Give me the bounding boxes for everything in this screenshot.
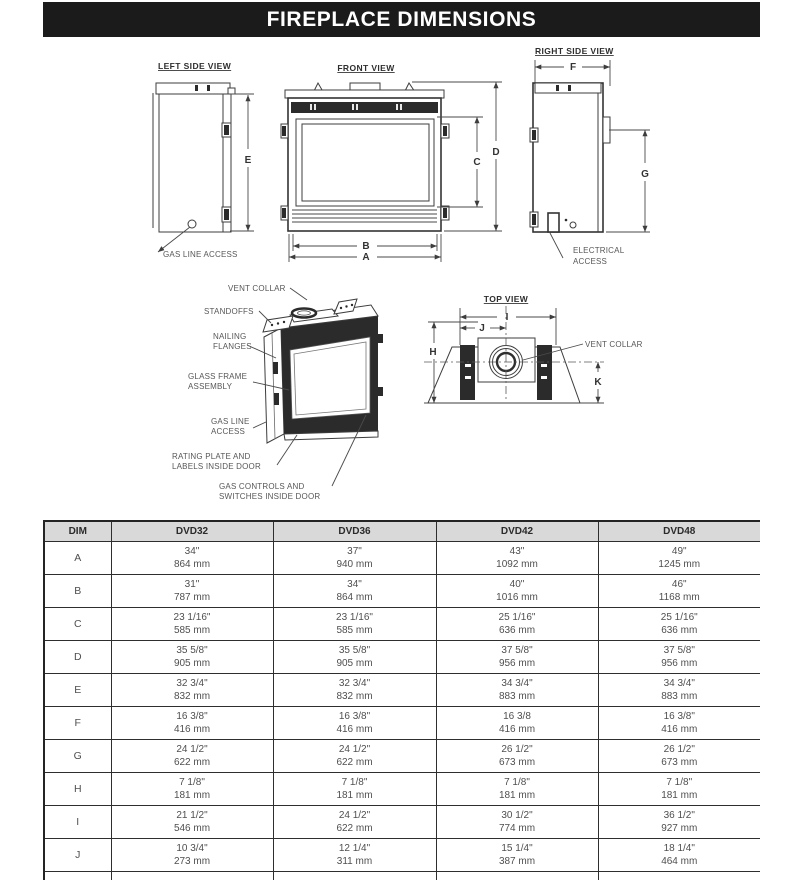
iso-vent-collar-label: VENT COLLAR bbox=[228, 284, 286, 293]
inches-value: 16 3/8" bbox=[663, 711, 695, 722]
inches-value: 43" bbox=[509, 546, 525, 557]
value-cell bbox=[436, 806, 598, 839]
mm-value: 883 mm bbox=[498, 691, 536, 702]
column-header-dim: DIM bbox=[44, 521, 111, 542]
mm-value: 832 mm bbox=[173, 691, 211, 702]
iso-gas-line-access-label-line2: ACCESS bbox=[211, 427, 246, 436]
mm-value: 181 mm bbox=[498, 790, 536, 801]
top-view-vent-collar-label: VENT COLLAR bbox=[585, 340, 643, 349]
table-row bbox=[44, 575, 760, 608]
iso-gas-line-access-label-line1: GAS LINE bbox=[211, 417, 250, 426]
inches-value: 37 5/8" bbox=[501, 645, 533, 656]
mm-value: 387 mm bbox=[498, 856, 536, 867]
inches-value: 34" bbox=[184, 546, 200, 557]
table-row bbox=[44, 542, 760, 575]
iso-glass-frame-label-line2: ASSEMBLY bbox=[188, 382, 233, 391]
mm-value: 622 mm bbox=[336, 757, 373, 768]
inches-value: 7 1/8" bbox=[341, 777, 368, 788]
front-view-title: FRONT VIEW bbox=[337, 63, 395, 73]
mm-value: 636 mm bbox=[661, 625, 698, 636]
mm-value: 464 mm bbox=[661, 856, 698, 867]
mm-value: 905 mm bbox=[336, 658, 373, 669]
dim-label: H bbox=[44, 773, 111, 806]
value-cell bbox=[598, 542, 760, 575]
inches-value: 30 1/2" bbox=[501, 810, 533, 821]
value-cell bbox=[598, 740, 760, 773]
mm-value: 311 mm bbox=[336, 856, 373, 867]
dim-letter-h: H bbox=[429, 347, 437, 358]
inches-value: 23 1/16" bbox=[336, 612, 373, 623]
inches-value: 18 1/4" bbox=[663, 843, 695, 854]
mm-value: 940 mm bbox=[336, 559, 373, 570]
inches-value: 35 5/8" bbox=[176, 645, 208, 656]
value-cell bbox=[598, 641, 760, 674]
value-cell bbox=[273, 641, 436, 674]
value-cell bbox=[111, 707, 273, 740]
inches-value: 25 1/16" bbox=[660, 612, 698, 623]
value-cell bbox=[111, 674, 273, 707]
mm-value: 673 mm bbox=[498, 757, 536, 768]
iso-standoffs-label: STANDOFFS bbox=[204, 307, 254, 316]
value-cell bbox=[273, 608, 436, 641]
right-side-view-diagram bbox=[530, 46, 650, 266]
mm-value: 622 mm bbox=[173, 757, 211, 768]
value-cell bbox=[111, 740, 273, 773]
mm-value: 416 mm bbox=[498, 724, 536, 735]
isometric-view-diagram bbox=[172, 284, 383, 501]
value-cell bbox=[273, 674, 436, 707]
dim-letter-j: J bbox=[479, 323, 485, 334]
value-cell bbox=[273, 806, 436, 839]
value-cell bbox=[436, 872, 598, 880]
inches-value: 37" bbox=[347, 546, 362, 557]
value-cell bbox=[436, 839, 598, 872]
inches-value: 26 1/2" bbox=[501, 744, 533, 755]
table-header-row bbox=[44, 521, 760, 542]
inches-value: 16 3/8" bbox=[176, 711, 208, 722]
dim-letter-d: D bbox=[492, 147, 500, 158]
value-cell bbox=[111, 806, 273, 839]
front-view-diagram bbox=[281, 63, 502, 263]
iso-glass-frame-label-line1: GLASS FRAME bbox=[188, 372, 248, 381]
value-cell bbox=[273, 740, 436, 773]
dimensions-table-grid bbox=[43, 520, 760, 880]
inches-value: 34 3/4" bbox=[663, 678, 695, 689]
mm-value: 927 mm bbox=[661, 823, 698, 834]
table-row bbox=[44, 608, 760, 641]
top-view-title: TOP VIEW bbox=[483, 294, 529, 304]
iso-gas-controls-label-line2: SWITCHES INSIDE DOOR bbox=[219, 492, 321, 501]
value-cell bbox=[598, 575, 760, 608]
value-cell bbox=[598, 773, 760, 806]
value-cell bbox=[598, 806, 760, 839]
table-row bbox=[44, 773, 760, 806]
dim-letter-i: I bbox=[505, 312, 509, 323]
mm-value: 905 mm bbox=[173, 658, 211, 669]
dim-letter-f: F bbox=[569, 62, 577, 73]
dim-label: I bbox=[44, 806, 111, 839]
value-cell bbox=[436, 542, 598, 575]
value-cell bbox=[436, 641, 598, 674]
mm-value: 585 mm bbox=[173, 625, 211, 636]
inches-value: 16 3/8" bbox=[338, 711, 371, 722]
value-cell bbox=[273, 773, 436, 806]
mm-value: 673 mm bbox=[661, 757, 698, 768]
gas-line-access-label: GAS LINE ACCESS bbox=[163, 250, 238, 259]
inches-value: 37 5/8" bbox=[663, 645, 695, 656]
mm-value: 636 mm bbox=[498, 625, 536, 636]
iso-nailing-flanges-label-line2: FLANGES bbox=[213, 342, 252, 351]
value-cell bbox=[598, 707, 760, 740]
value-cell bbox=[436, 740, 598, 773]
inches-value: 15 1/4" bbox=[501, 843, 533, 854]
mm-value: 181 mm bbox=[661, 790, 698, 801]
dim-letter-c: C bbox=[473, 157, 481, 168]
dim-letter-b: B bbox=[362, 241, 370, 252]
inches-value: 21 1/2" bbox=[176, 810, 208, 821]
value-cell bbox=[273, 707, 436, 740]
inches-value: 36 1/2" bbox=[663, 810, 695, 821]
inches-value: 32 3/4" bbox=[338, 678, 371, 689]
inches-value: 16 3/8 bbox=[503, 711, 531, 722]
value-cell bbox=[598, 872, 760, 880]
dim-label: E bbox=[44, 674, 111, 707]
dim-label: C bbox=[44, 608, 111, 641]
value-cell bbox=[111, 608, 273, 641]
iso-gas-controls-label-line1: GAS CONTROLS AND bbox=[219, 482, 305, 491]
left-side-view-title: LEFT SIDE VIEW bbox=[158, 61, 232, 71]
value-cell bbox=[273, 542, 436, 575]
mm-value: 956 mm bbox=[498, 658, 536, 669]
mm-value: 416 mm bbox=[661, 724, 698, 735]
table-row bbox=[44, 806, 760, 839]
iso-nailing-flanges-label-line1: NAILING bbox=[213, 332, 247, 341]
value-cell bbox=[273, 575, 436, 608]
column-header-dvd32: DVD32 bbox=[111, 521, 273, 542]
electrical-access-label-line2: ACCESS bbox=[573, 257, 608, 266]
inches-value: 32 3/4" bbox=[176, 678, 208, 689]
dim-letter-k: K bbox=[594, 377, 602, 388]
mm-value: 956 mm bbox=[661, 658, 698, 669]
mm-value: 1016 mm bbox=[496, 592, 538, 603]
value-cell bbox=[598, 839, 760, 872]
inches-value: 25 1/16" bbox=[498, 612, 536, 623]
dim-letter-e: E bbox=[244, 155, 252, 166]
table-row bbox=[44, 641, 760, 674]
dim-label: B bbox=[44, 575, 111, 608]
inches-value: 26 1/2" bbox=[663, 744, 695, 755]
value-cell bbox=[44, 872, 111, 880]
mm-value: 1168 mm bbox=[658, 592, 700, 603]
inches-value: 24 1/2" bbox=[176, 744, 208, 755]
mm-value: 546 mm bbox=[173, 823, 211, 834]
right-side-view-title: RIGHT SIDE VIEW bbox=[535, 46, 614, 56]
value-cell bbox=[436, 608, 598, 641]
dim-label: A bbox=[44, 542, 111, 575]
inches-value: 7 1/8" bbox=[666, 777, 693, 788]
left-side-view-diagram bbox=[153, 61, 254, 259]
mm-value: 864 mm bbox=[336, 592, 373, 603]
dim-letter-a: A bbox=[362, 252, 370, 263]
mm-value: 774 mm bbox=[498, 823, 536, 834]
value-cell bbox=[111, 872, 273, 880]
iso-rating-plate-label-line1: RATING PLATE AND bbox=[172, 452, 251, 461]
mm-value: 832 mm bbox=[336, 691, 373, 702]
mm-value: 622 mm bbox=[336, 823, 373, 834]
dim-letter-g: G bbox=[641, 169, 649, 180]
value-cell bbox=[598, 608, 760, 641]
value-cell bbox=[273, 872, 436, 880]
mm-value: 1092 mm bbox=[496, 559, 538, 570]
inches-value: 34" bbox=[347, 579, 362, 590]
page-title: FIREPLACE DIMENSIONS bbox=[43, 2, 760, 37]
inches-value: 23 1/16" bbox=[173, 612, 211, 623]
table-row-clipped bbox=[44, 872, 760, 880]
dim-label: D bbox=[44, 641, 111, 674]
inches-value: 40" bbox=[509, 579, 525, 590]
value-cell bbox=[111, 575, 273, 608]
value-cell bbox=[111, 773, 273, 806]
value-cell bbox=[436, 575, 598, 608]
top-view-diagram bbox=[424, 294, 643, 403]
inches-value: 35 5/8" bbox=[338, 645, 371, 656]
value-cell bbox=[111, 542, 273, 575]
dim-label: F bbox=[44, 707, 111, 740]
mm-value: 273 mm bbox=[173, 856, 211, 867]
mm-value: 181 mm bbox=[173, 790, 211, 801]
inches-value: 24 1/2" bbox=[338, 810, 371, 821]
inches-value: 7 1/8" bbox=[179, 777, 205, 788]
electrical-access-label-line1: ELECTRICAL bbox=[573, 246, 625, 255]
dim-label: J bbox=[44, 839, 111, 872]
value-cell bbox=[111, 839, 273, 872]
inches-value: 10 3/4" bbox=[176, 843, 208, 854]
column-header-dvd48: DVD48 bbox=[598, 521, 760, 542]
dim-label: G bbox=[44, 740, 111, 773]
value-cell bbox=[436, 707, 598, 740]
inches-value: 46" bbox=[671, 579, 687, 590]
mm-value: 416 mm bbox=[173, 724, 211, 735]
value-cell bbox=[436, 674, 598, 707]
mm-value: 585 mm bbox=[336, 625, 373, 636]
table-row bbox=[44, 740, 760, 773]
inches-value: 7 1/8" bbox=[504, 777, 530, 788]
table-row bbox=[44, 674, 760, 707]
inches-value: 31" bbox=[184, 579, 200, 590]
mm-value: 181 mm bbox=[336, 790, 373, 801]
dimensions-table bbox=[43, 520, 760, 880]
fireplace-diagrams bbox=[0, 38, 800, 518]
value-cell bbox=[436, 773, 598, 806]
column-header-dvd42: DVD42 bbox=[436, 521, 598, 542]
value-cell bbox=[111, 641, 273, 674]
mm-value: 416 mm bbox=[336, 724, 373, 735]
mm-value: 1245 mm bbox=[658, 559, 701, 570]
iso-rating-plate-label-line2: LABELS INSIDE DOOR bbox=[172, 462, 261, 471]
inches-value: 49" bbox=[671, 546, 687, 557]
column-header-dvd36: DVD36 bbox=[273, 521, 436, 542]
inches-value: 34 3/4" bbox=[501, 678, 533, 689]
inches-value: 12 1/4" bbox=[338, 843, 371, 854]
value-cell bbox=[598, 674, 760, 707]
inches-value: 24 1/2" bbox=[338, 744, 371, 755]
table-row bbox=[44, 707, 760, 740]
mm-value: 864 mm bbox=[173, 559, 211, 570]
mm-value: 787 mm bbox=[173, 592, 211, 603]
table-row bbox=[44, 839, 760, 872]
value-cell bbox=[273, 839, 436, 872]
mm-value: 883 mm bbox=[661, 691, 698, 702]
